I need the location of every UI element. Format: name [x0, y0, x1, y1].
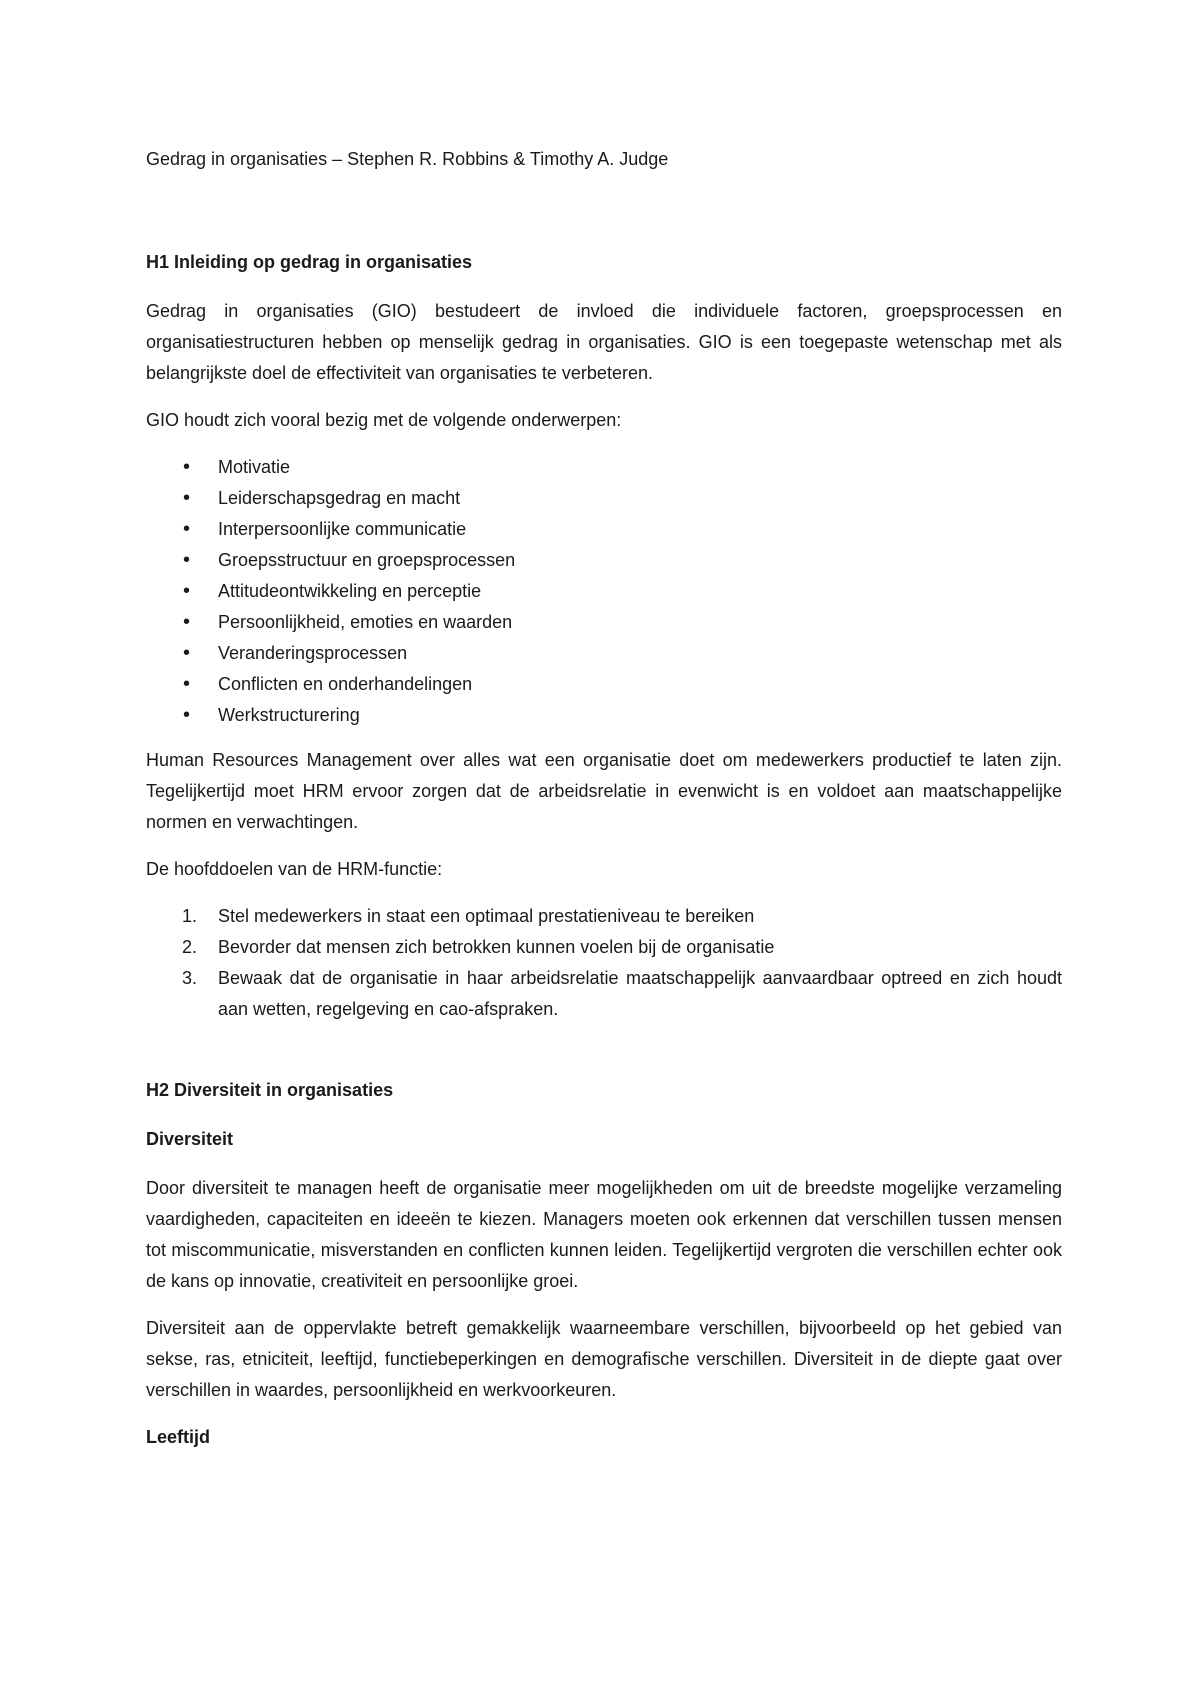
chapter-1-heading: H1 Inleiding op gedrag in organisaties [146, 252, 473, 272]
list-item [146, 901, 1062, 932]
list-item-text: Bevorder dat mensen zich betrokken kunnen voelen bij de organisatie [218, 937, 775, 957]
topics-list [146, 452, 1062, 731]
list-number: 3. [182, 968, 198, 988]
list-item: • Motivatie [146, 452, 1062, 483]
list-number: 1. [182, 906, 198, 926]
list-item [146, 932, 1062, 963]
goals-lead: De hoofddoelen van de HRM-functie: [146, 859, 443, 879]
list-number: 2. [182, 937, 198, 957]
chapter-2-heading: H2 Diversiteit in organisaties [146, 1080, 394, 1100]
document-title: Gedrag in organisaties – Stephen R. Robbins & Timothy A. Judge [146, 149, 669, 169]
goals-list [146, 901, 1062, 1025]
hrm-paragraph: Human Resources Management over alles wat een organisatie doet om medewerkers productief te laten zijn. Tegelijkertijd moet HRM ervoor zorgen dat de arbeidsrelatie in evenwicht is en voldoet aan maatschappelijke normen en verwachtingen. [146, 750, 1062, 832]
section-leeftijd-heading: Leeftijd [146, 1427, 211, 1447]
list-item [146, 963, 1062, 1025]
list-item: • Werkstructurering [146, 700, 1062, 731]
list-item: • Persoonlijkheid, emoties en waarden [146, 607, 1062, 638]
list-item-text: Bewaak dat de organisatie in haar arbeidsrelatie maatschappelijk aanvaardbaar optreed en zich houdt aan wetten, regelgeving en cao-afspraken. [218, 968, 1062, 1019]
diversity-paragraph-1: Door diversiteit te managen heeft de organisatie meer mogelijkheden om uit de breedste mogelijke verzameling vaardigheden, capaciteiten en ideeën te kiezen. Managers moeten ook erkennen dat verschillen tussen mensen tot miscommunicatie, misverstanden en conflicten kunnen leiden. Tegelijkertijd vergroten die verschillen echter ook de kans op innovatie, creativiteit en persoonlijke groei. [146, 1178, 1062, 1291]
chapter-1-intro: Gedrag in organisaties (GIO) bestudeert de invloed die individuele factoren, groepsprocessen en organisatiestructuren hebben op menselijk gedrag in organisaties. GIO is een toegepaste wetenschap met als belangrijkste doel de effectiviteit van organisaties te verbeteren. [146, 301, 1062, 383]
list-item: • Groepsstructuur en groepsprocessen [146, 545, 1062, 576]
list-item: • Interpersoonlijke communicatie [146, 514, 1062, 545]
list-item: • Attitudeontwikkeling en perceptie [146, 576, 1062, 607]
list-item-text: Stel medewerkers in staat een optimaal prestatieniveau te bereiken [218, 906, 755, 926]
section-diversiteit-heading: Diversiteit [146, 1129, 234, 1149]
document-body [146, 144, 1062, 1471]
list-item: • Leiderschapsgedrag en macht [146, 483, 1062, 514]
list-item: • Veranderingsprocessen [146, 638, 1062, 669]
diversity-paragraph-2: Diversiteit aan de oppervlakte betreft gemakkelijk waarneembare verschillen, bijvoorbeeld op het gebied van sekse, ras, etniciteit, leeftijd, functiebeperkingen en demografische verschillen. Diversiteit in de diepte gaat over verschillen in waardes, persoonlijkheid en werkvoorkeuren. [146, 1318, 1062, 1400]
list-item: • Conflicten en onderhandelingen [146, 669, 1062, 700]
topics-lead: GIO houdt zich vooral bezig met de volgende onderwerpen: [146, 410, 622, 430]
